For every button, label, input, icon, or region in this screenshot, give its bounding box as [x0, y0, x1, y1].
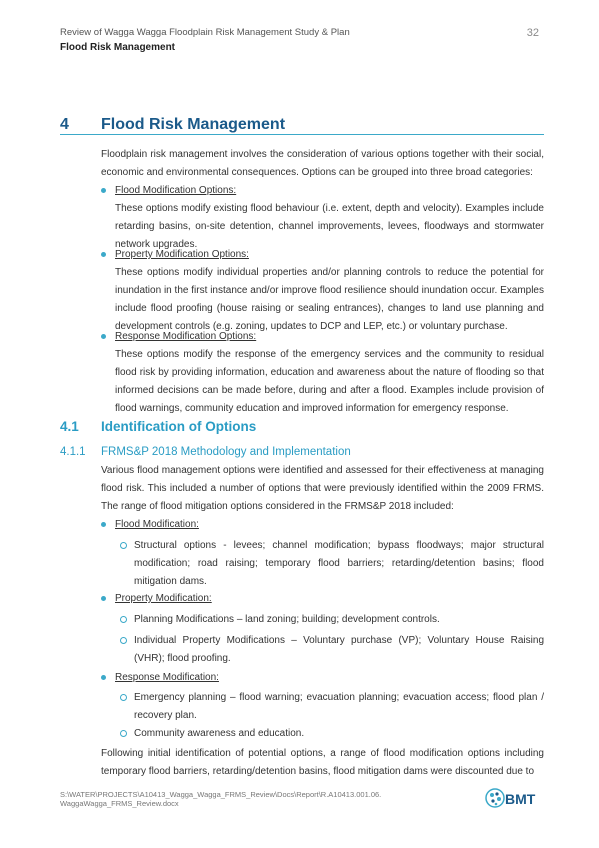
- sub-item-text: Community awareness and education.: [134, 728, 305, 739]
- bullet-label: Flood Modification Options:: [115, 185, 237, 196]
- sub-item-text: Structural options - levees; channel modification; bypass floodways; major structural modification; road raising; temporary flood barriers; retarding/detention basins; flood mitigation dams.: [134, 540, 544, 587]
- bullet-text: These options modify the response of the emergency services and the community to residual flood risk by providing information, education and awareness about the nature of flooding so that informed decisions can be made before, during and after a flood. Examples include provision of flood warnings, community education and improved information for emergency response.: [115, 349, 544, 414]
- running-header-subtitle: Flood Risk Management: [60, 42, 176, 53]
- running-header-title: Review of Wagga Wagga Floodplain Risk Management Study & Plan: [60, 27, 350, 38]
- section-number: 4.1: [60, 419, 79, 434]
- sub-bullet-icon: [120, 616, 127, 623]
- sub-bullet-icon: [120, 694, 127, 701]
- bullet-icon: [101, 522, 106, 527]
- bullet-label: Response Modification:: [115, 672, 219, 683]
- sub-bullet-icon: [120, 730, 127, 737]
- sub-bullet-icon: [120, 637, 127, 644]
- bullet-icon: [101, 675, 106, 680]
- sub-item-text: Planning Modifications – land zoning; building; development controls.: [134, 614, 440, 625]
- section-heading-4: [60, 112, 544, 135]
- sub-item-text: Emergency planning – flood warning; evacuation planning; evacuation access; flood plan / recovery plan.: [134, 692, 544, 721]
- bullet-text: These options modify individual properties and/or planning controls to reduce the potential for inundation in the first instance and/or improve flood resilience should inundation occur. Examples include flood proofing (house raising or sealing entrances), changes to land use planning and development controls (e.g. zoning, updates to DCP and LEP, etc.) or voluntary purchase.: [115, 267, 544, 332]
- bullet-label: Property Modification Options:: [115, 249, 249, 260]
- footer-path-line2: WaggaWagga_FRMS_Review.docx: [60, 799, 179, 808]
- footer-path-line1: S:\WATER\PROJECTS\A10413_Wagga_Wagga_FRMS_Review\Docs\Report\R.A10413.001.06.: [60, 790, 382, 799]
- sub-item-text: Individual Property Modifications – Voluntary purchase (VP); Voluntary House Raising (VHR); flood proofing.: [134, 635, 544, 664]
- section-title: Identification of Options: [101, 419, 257, 434]
- bullet-label: Property Modification:: [115, 593, 212, 604]
- section-title: FRMS&P 2018 Methodology and Implementation: [101, 446, 351, 458]
- bullet-icon: [101, 188, 106, 193]
- bullet-icon: [101, 596, 106, 601]
- bullet-label: Flood Modification:: [115, 519, 199, 530]
- bullet-text: These options modify existing flood behaviour (i.e. extent, depth and velocity). Examples include retarding basins, on-site detention, channel improvements, levees, floodways and stormwater network upgrades.: [115, 203, 544, 250]
- section4-intro: Floodplain risk management involves the consideration of various options together with their social, economic and environmental consequences. Options can be grouped into three broad categories:: [101, 149, 544, 178]
- section-number: 4.1.1: [60, 446, 86, 458]
- page-number: 32: [526, 27, 539, 39]
- bmt-logo-text: BMT: [505, 791, 536, 807]
- section-title: Flood Risk Management: [101, 116, 286, 133]
- bullet-icon: [101, 334, 106, 339]
- sub-bullet-icon: [120, 542, 127, 549]
- footer-file-path: [60, 790, 440, 808]
- section411-intro: Various flood management options were identified and assessed for their effectiveness at managing flood risk. This included a number of options that were previously identified within the 2009 FRMS. The range of flood mitigation options considered in the FRMS&P 2018 included:: [101, 465, 544, 512]
- bullet-icon: [101, 252, 106, 257]
- section411-closing: Following initial identification of potential options, a range of flood modification options including temporary flood barriers, retarding/detention basins, flood mitigation dams were discounted due to: [101, 748, 544, 777]
- section-number: 4: [60, 116, 69, 133]
- bullet-label: Response Modification Options:: [115, 331, 257, 342]
